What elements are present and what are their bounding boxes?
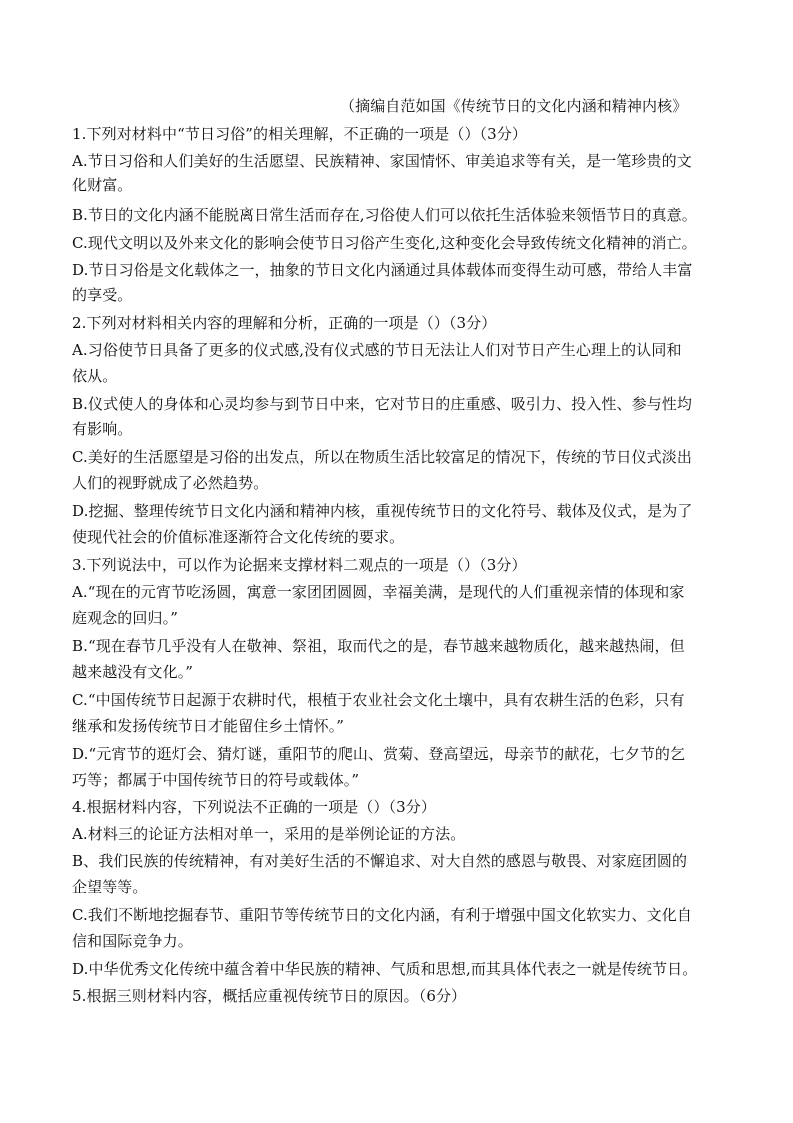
- q1-option-b: B.节日的文化内涵不能脱离日常生活而存在,习俗使人们可以依托生活体验来领悟节日的真意。: [72, 206, 697, 224]
- q2-option-d-cont: 使现代社会的价值标准逐渐符合文化传统的要求。: [72, 528, 405, 546]
- q1-option-a: A.节日习俗和人们美好的生活愿望、民族精神、家国情怀、审美追求等有关，是一笔珍贵的文: [72, 152, 692, 170]
- q1-option-d-cont: 的享受。: [72, 286, 133, 304]
- question-1-stem: 1.下列对材料中“节日习俗”的相关理解，不正确的一项是（）（3分）: [72, 125, 527, 143]
- q4-option-b-cont: 企望等等。: [72, 878, 148, 896]
- q4-option-c-cont: 信和国际竞争力。: [72, 932, 193, 950]
- q3-option-b: B.“现在春节几乎没有人在敬神、祭祖，取而代之的是，春节越来越物质化，越来越热闹，但: [72, 637, 685, 655]
- q4-option-a: A.材料三的论证方法相对单一，采用的是举例论证的方法。: [72, 825, 466, 843]
- q3-option-a-cont: 庭观念的回归。”: [72, 609, 178, 627]
- q2-option-a-cont: 依从。: [72, 367, 118, 385]
- q2-option-b-cont: 有影响。: [72, 420, 133, 438]
- q2-option-d: D.挖掘、整理传统节日文化内涵和精神内核，重视传统节日的文化符号、载体及仪式，是为了: [72, 502, 693, 520]
- question-3-stem: 3.下列说法中，可以作为论据来支撑材料二观点的一项是（）（3分）: [72, 556, 527, 574]
- q3-option-d-cont: 巧等；都属于中国传统节日的符号或载体。”: [72, 771, 360, 789]
- q2-option-c: C.美好的生活愿望是习俗的出发点，所以在物质生活比较富足的情况下，传统的节日仪式淡出: [72, 448, 692, 466]
- q3-option-c: C.“中国传统节日起源于农耕时代，根植于农业社会文化土壤中，具有农耕生活的色彩，只有: [72, 691, 685, 709]
- question-4-stem: 4.根据材料内容，下列说法不正确的一项是（）（3分）: [72, 798, 436, 816]
- q4-option-d: D.中华优秀文化传统中蕴含着中华民族的精神、气质和思想,而其具体代表之一就是传统节日。: [72, 960, 698, 978]
- q2-option-a: A.习俗使节日具备了更多的仪式感,没有仪式感的节日无法让人们对节日产生心理上的认同和: [72, 341, 682, 359]
- q3-option-d: D.“元宵节的逛灯会、猜灯谜，重阳节的爬山、赏菊、登高望远，母亲节的献花，七夕节的乞: [72, 745, 686, 763]
- q1-option-c: C.现代文明以及外来文化的影响会使节日习俗产生变化,这种变化会导致传统文化精神的消亡。: [72, 234, 697, 252]
- q3-option-b-cont: 越来越没有文化。”: [72, 663, 194, 681]
- q3-option-c-cont: 继承和发扬传统节日才能留住乡土情怀。”: [72, 717, 345, 735]
- q2-option-c-cont: 人们的视野就成了必然趋势。: [72, 474, 269, 492]
- q3-option-a: A.“现在的元宵节吃汤圆，寓意一家团团圆圆，幸福美满，是现代的人们重视亲情的体现和家: [72, 583, 685, 601]
- q4-option-b: B、我们民族的传统精神，有对美好生活的不懈追求、对大自然的感恩与敬畏、对家庭团圆的: [72, 852, 688, 870]
- question-2-stem: 2.下列对材料相关内容的理解和分析，正确的一项是（）（3分）: [72, 314, 497, 332]
- q1-option-d: D.节日习俗是文化载体之一，抽象的节日文化内涵通过具体载体而变得生动可感，带给人丰富: [72, 261, 693, 279]
- question-5-stem: 5.根据三则材料内容，概括应重视传统节日的原因。（6分）: [72, 987, 467, 1005]
- q2-option-b: B.仪式使人的身体和心灵均参与到节日中来，它对节日的庄重感、吸引力、投入性、参与性均: [72, 395, 692, 413]
- q4-option-c: C.我们不断地挖掘春节、重阳节等传统节日的文化内涵，有利于增强中国文化软实力、文化自: [72, 906, 692, 924]
- source-citation: （摘编自范如国《传统节日的文化内涵和精神内核》: [340, 97, 688, 115]
- q1-option-a-cont: 化财富。: [72, 176, 133, 194]
